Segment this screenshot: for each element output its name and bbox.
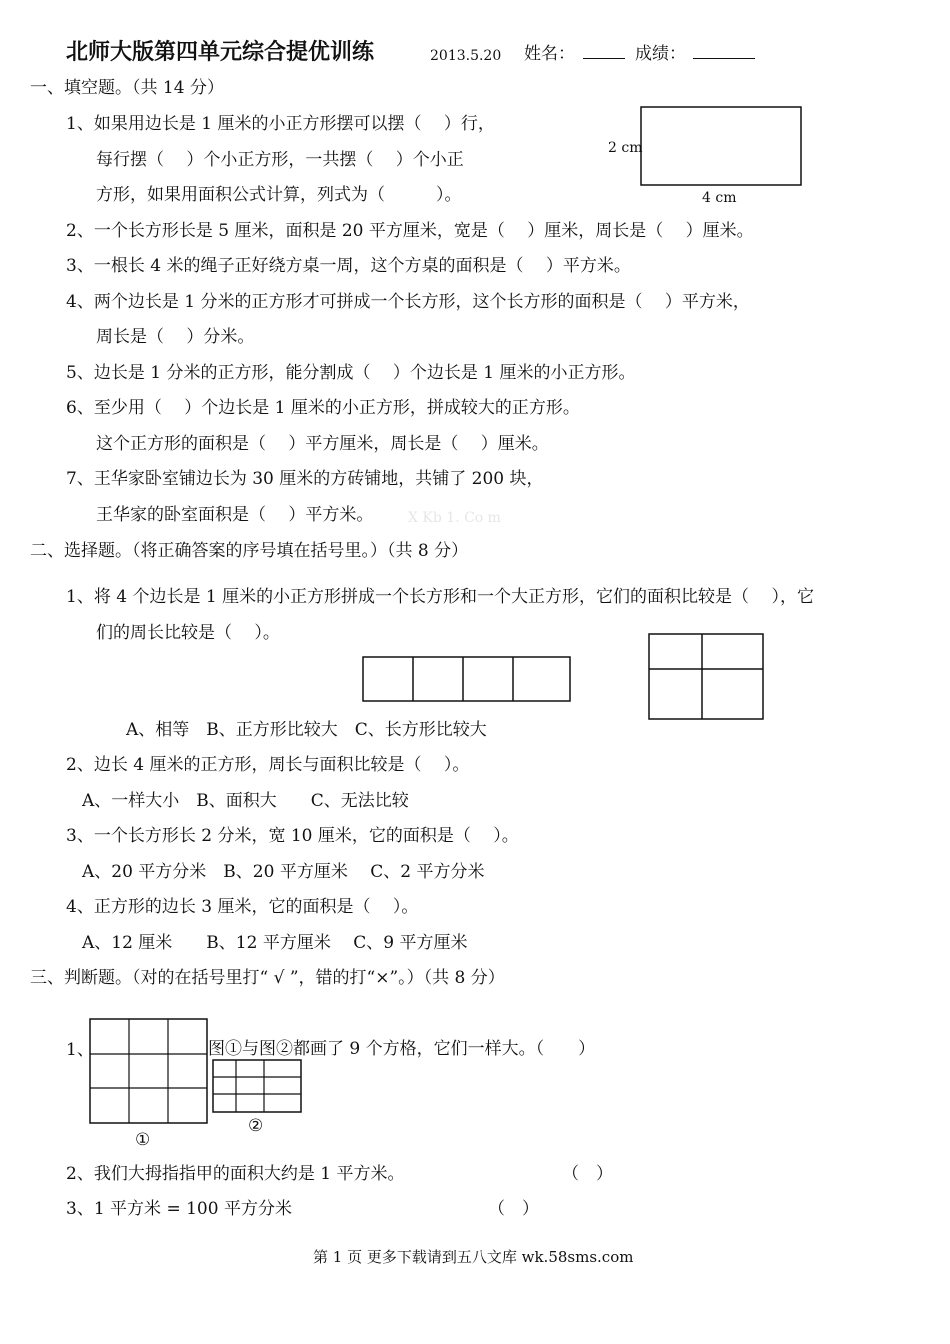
s1-q7-line1: 7、王华家卧室铺边长为 30 厘米的方砖铺地，共铺了 200 块， xyxy=(66,469,544,489)
s1-q7-line2: 王华家的卧室面积是（ ）平方米。 xyxy=(96,505,374,525)
figure-2-label: ② xyxy=(248,1116,264,1136)
section3-heading: 三、判断题。（对的在括号里打“ √ ”，错的打“×”。）（共 8 分） xyxy=(30,968,505,988)
name-label: 姓名： xyxy=(524,44,575,64)
s3-q1-text: 图①与图②都画了 9 个方格，它们一样大。（ ） xyxy=(208,1039,596,1059)
s2-q4-options: A、12 厘米 B、12 平方厘米 C、9 平方厘米 xyxy=(82,933,468,953)
s1-q6-line2: 这个正方形的面积是（ ）平方厘米，周长是（ ）厘米。 xyxy=(96,434,549,454)
s2-q3: 3、一个长方形长 2 分米，宽 10 厘米，它的面积是（ ）。 xyxy=(66,826,519,846)
figure-height-label: 2 cm xyxy=(608,140,643,156)
s2-q1-options: A、相等 B、正方形比较大 C、长方形比较大 xyxy=(126,720,487,740)
s1-q2: 2、一个长方形长是 5 厘米，面积是 20 平方厘米，宽是（ ）厘米，周长是（ ）厘米。 xyxy=(66,221,754,241)
s2-q2-options: A、一样大小 B、面积大 C、无法比较 xyxy=(82,791,409,811)
s3-q2: 2、我们大拇指指甲的面积大约是 1 平方米。 xyxy=(66,1164,405,1184)
s1-q4-line2: 周长是（ ）分米。 xyxy=(96,327,255,347)
s1-q6-line1: 6、至少用（ ）个边长是 1 厘米的小正方形，拼成较大的正方形。 xyxy=(66,398,580,418)
page-footer: 第 1 页 更多下载请到五八文库 wk.58sms.com xyxy=(313,1248,634,1266)
s2-q1-line2: 们的周长比较是（ ）。 xyxy=(96,623,280,643)
s1-q1-line1: 1、如果用边长是 1 厘米的小正方形摆可以摆（ ）行， xyxy=(66,114,495,134)
s3-q3-answer-paren[interactable]: （ ） xyxy=(488,1199,539,1219)
figure-width-label: 4 cm xyxy=(702,190,737,206)
section2-heading: 二、选择题。（将正确答案的序号填在括号里。）（共 8 分） xyxy=(30,541,469,561)
s2-q4: 4、正方形的边长 3 厘米，它的面积是（ ）。 xyxy=(66,897,419,917)
watermark: X Kb 1. Co m xyxy=(408,510,501,526)
s3-q3: 3、1 平方米 = 100 平方分米 xyxy=(66,1199,292,1219)
s3-q2-answer-paren[interactable]: （ ） xyxy=(562,1164,613,1184)
s1-q1-line3: 方形，如果用面积公式计算，列式为（ ）。 xyxy=(96,185,462,205)
s1-q5: 5、边长是 1 分米的正方形，能分割成（ ）个边长是 1 厘米的小正方形。 xyxy=(66,363,636,383)
s3-q1-number: 1、 xyxy=(66,1040,94,1060)
figure-1-label: ① xyxy=(135,1130,151,1150)
grid-figure-1 xyxy=(90,1019,207,1123)
s1-q3: 3、一根长 4 米的绳子正好绕方桌一周，这个方桌的面积是（ ）平方米。 xyxy=(66,256,631,276)
s1-q1-line2: 每行摆（ ）个小正方形，一共摆（ ）个小正 xyxy=(96,150,464,170)
grid-figure-2 xyxy=(213,1060,301,1112)
s2-q2: 2、边长 4 厘米的正方形，周长与面积比较是（ ）。 xyxy=(66,755,470,775)
s1-q4-line1: 4、两个边长是 1 分米的正方形才可拼成一个长方形，这个长方形的面积是（ ）平方米， xyxy=(66,292,750,312)
date: 2013.5.20 xyxy=(430,48,502,64)
s2-q1-line1: 1、将 4 个边长是 1 厘米的小正方形拼成一个长方形和一个大正方形，它们的面积比较是（ ），它 xyxy=(66,587,814,607)
s2-q3-options: A、20 平方分米 B、20 平方厘米 C、2 平方分米 xyxy=(82,862,485,882)
section1-heading: 一、填空题。（共 14 分） xyxy=(30,78,224,98)
page-title: 北师大版第四单元综合提优训练 xyxy=(66,40,375,65)
score-label: 成绩： xyxy=(635,44,686,64)
